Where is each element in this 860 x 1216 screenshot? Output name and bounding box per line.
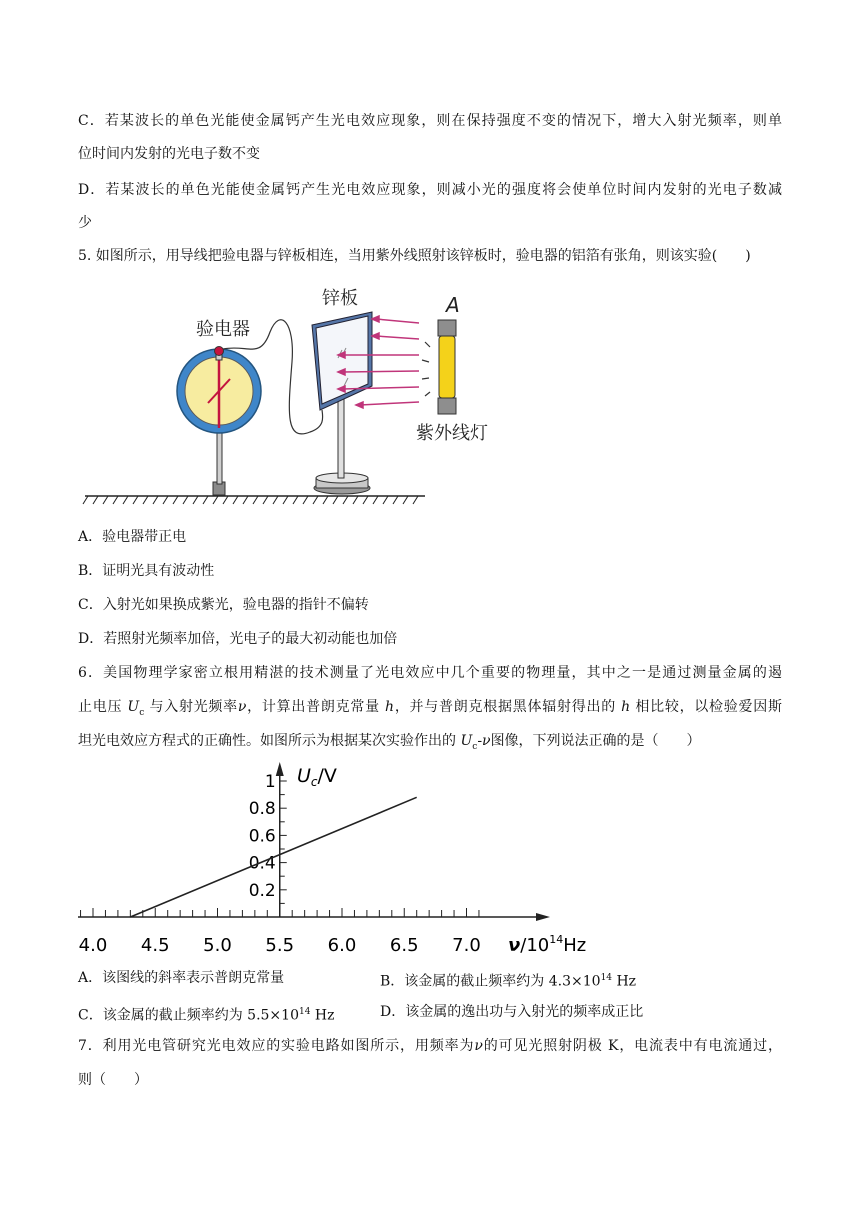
y-tick-label: 0.6 <box>248 826 276 847</box>
electroscope <box>177 347 261 496</box>
x-axis-arrow <box>536 913 550 921</box>
q4-option-d-line1: D．若某波长的单色光能使金属钙产生光电效应现象，则减小光的强度将会使单位时间内发射的光电子数减 <box>78 182 782 198</box>
q6-option-b: B．该金属的截止频率约为 $4.3\times 10^{14}$ Hz <box>380 973 637 990</box>
x-tick-label: 4.0 <box>78 935 108 956</box>
q6-option-c: C．该金属的截止频率约为 $5.5\times 10^{14}$ Hz <box>78 1007 335 1024</box>
x-axis-label: $\nu/10^{14}Hz$ <box>508 933 587 956</box>
y-tick-label: 0.2 <box>248 880 276 901</box>
q7-stem-line1: 7．利用光电管研究光电效应的实验电路如图所示，用频率为ν的可见光照射阴极 K，电流表中有电流通过， <box>78 1038 782 1054</box>
y-tick-label: 1 <box>264 772 276 792</box>
x-tick-label: 5.0 <box>203 935 232 956</box>
y-axis-arrow <box>276 762 284 776</box>
x-tick-label: 4.5 <box>140 935 170 956</box>
q6-stem-line1: 6．美国物理学家密立根用精湛的技术测量了光电效应中几个重要的物理量，其中之一是通过测量金属的遏 <box>78 665 782 681</box>
q5-option-d: D．若照射光频率加倍，光电子的最大初动能也加倍 <box>78 631 398 647</box>
q6-stem-line3: 坦光电效应方程式的正确性。如图所示为根据某次实验作出的 $U_c-\nu$图像，下列说法正确的是（ ） <box>78 733 701 752</box>
y-tick-label: 0.4 <box>248 853 276 874</box>
y-axis-label: $U_c/V$ <box>297 765 337 789</box>
lamp-glow-lines <box>422 342 430 396</box>
y-tick-label: 0.8 <box>248 799 276 820</box>
zinc-plate <box>312 312 372 410</box>
q5-stem: 5. 如图所示，用导线把验电器与锌板相连，当用紫外线照射该锌板时，验电器的铝箔有张角，则该实验( ) <box>78 248 751 264</box>
q4-option-c-line1: C．若某波长的单色光能使金属钙产生光电效应现象，则在保持强度不变的情况下，增大入射光频率，则单 <box>78 113 782 129</box>
q6-option-d: D．该金属的逸出功与入射光的频率成正比 <box>380 1004 644 1020</box>
label-uv-lamp: 紫外线灯 <box>416 423 488 444</box>
q4-option-c-line2: 位时间内发射的光电子数不变 <box>78 146 260 162</box>
q6-option-a: A．该图线的斜率表示普朗克常量 <box>78 970 285 986</box>
q6-stem-line2: 止电压 $U_c$ 与入射光频率ν，计算出普朗克常量 h，并与普朗克根据黑体辐射得出的 h 相比较，以检验爱因斯 <box>78 699 783 718</box>
q5-option-b: B．证明光具有波动性 <box>78 563 215 579</box>
x-tick-label: 5.5 <box>265 935 295 956</box>
label-electroscope: 验电器 <box>196 319 250 340</box>
q7-stem-line2: 则（ ） <box>78 1072 148 1088</box>
uc-nu-chart <box>70 756 590 960</box>
label-lamp-a: A <box>446 293 460 317</box>
q4-option-d-line2: 少 <box>78 215 92 231</box>
x-tick-label: 7.0 <box>452 935 481 956</box>
ground-hatching <box>83 496 418 504</box>
x-tick-label: 6.5 <box>389 935 419 956</box>
q5-option-a: A．验电器带正电 <box>78 529 187 545</box>
uv-lamp <box>438 320 456 414</box>
x-tick-label: 6.0 <box>327 935 357 956</box>
q5-option-c: C．入射光如果换成紫光，验电器的指针不偏转 <box>78 597 369 613</box>
q5-figure <box>80 282 488 508</box>
label-zinc-plate: 锌板 <box>322 288 358 309</box>
